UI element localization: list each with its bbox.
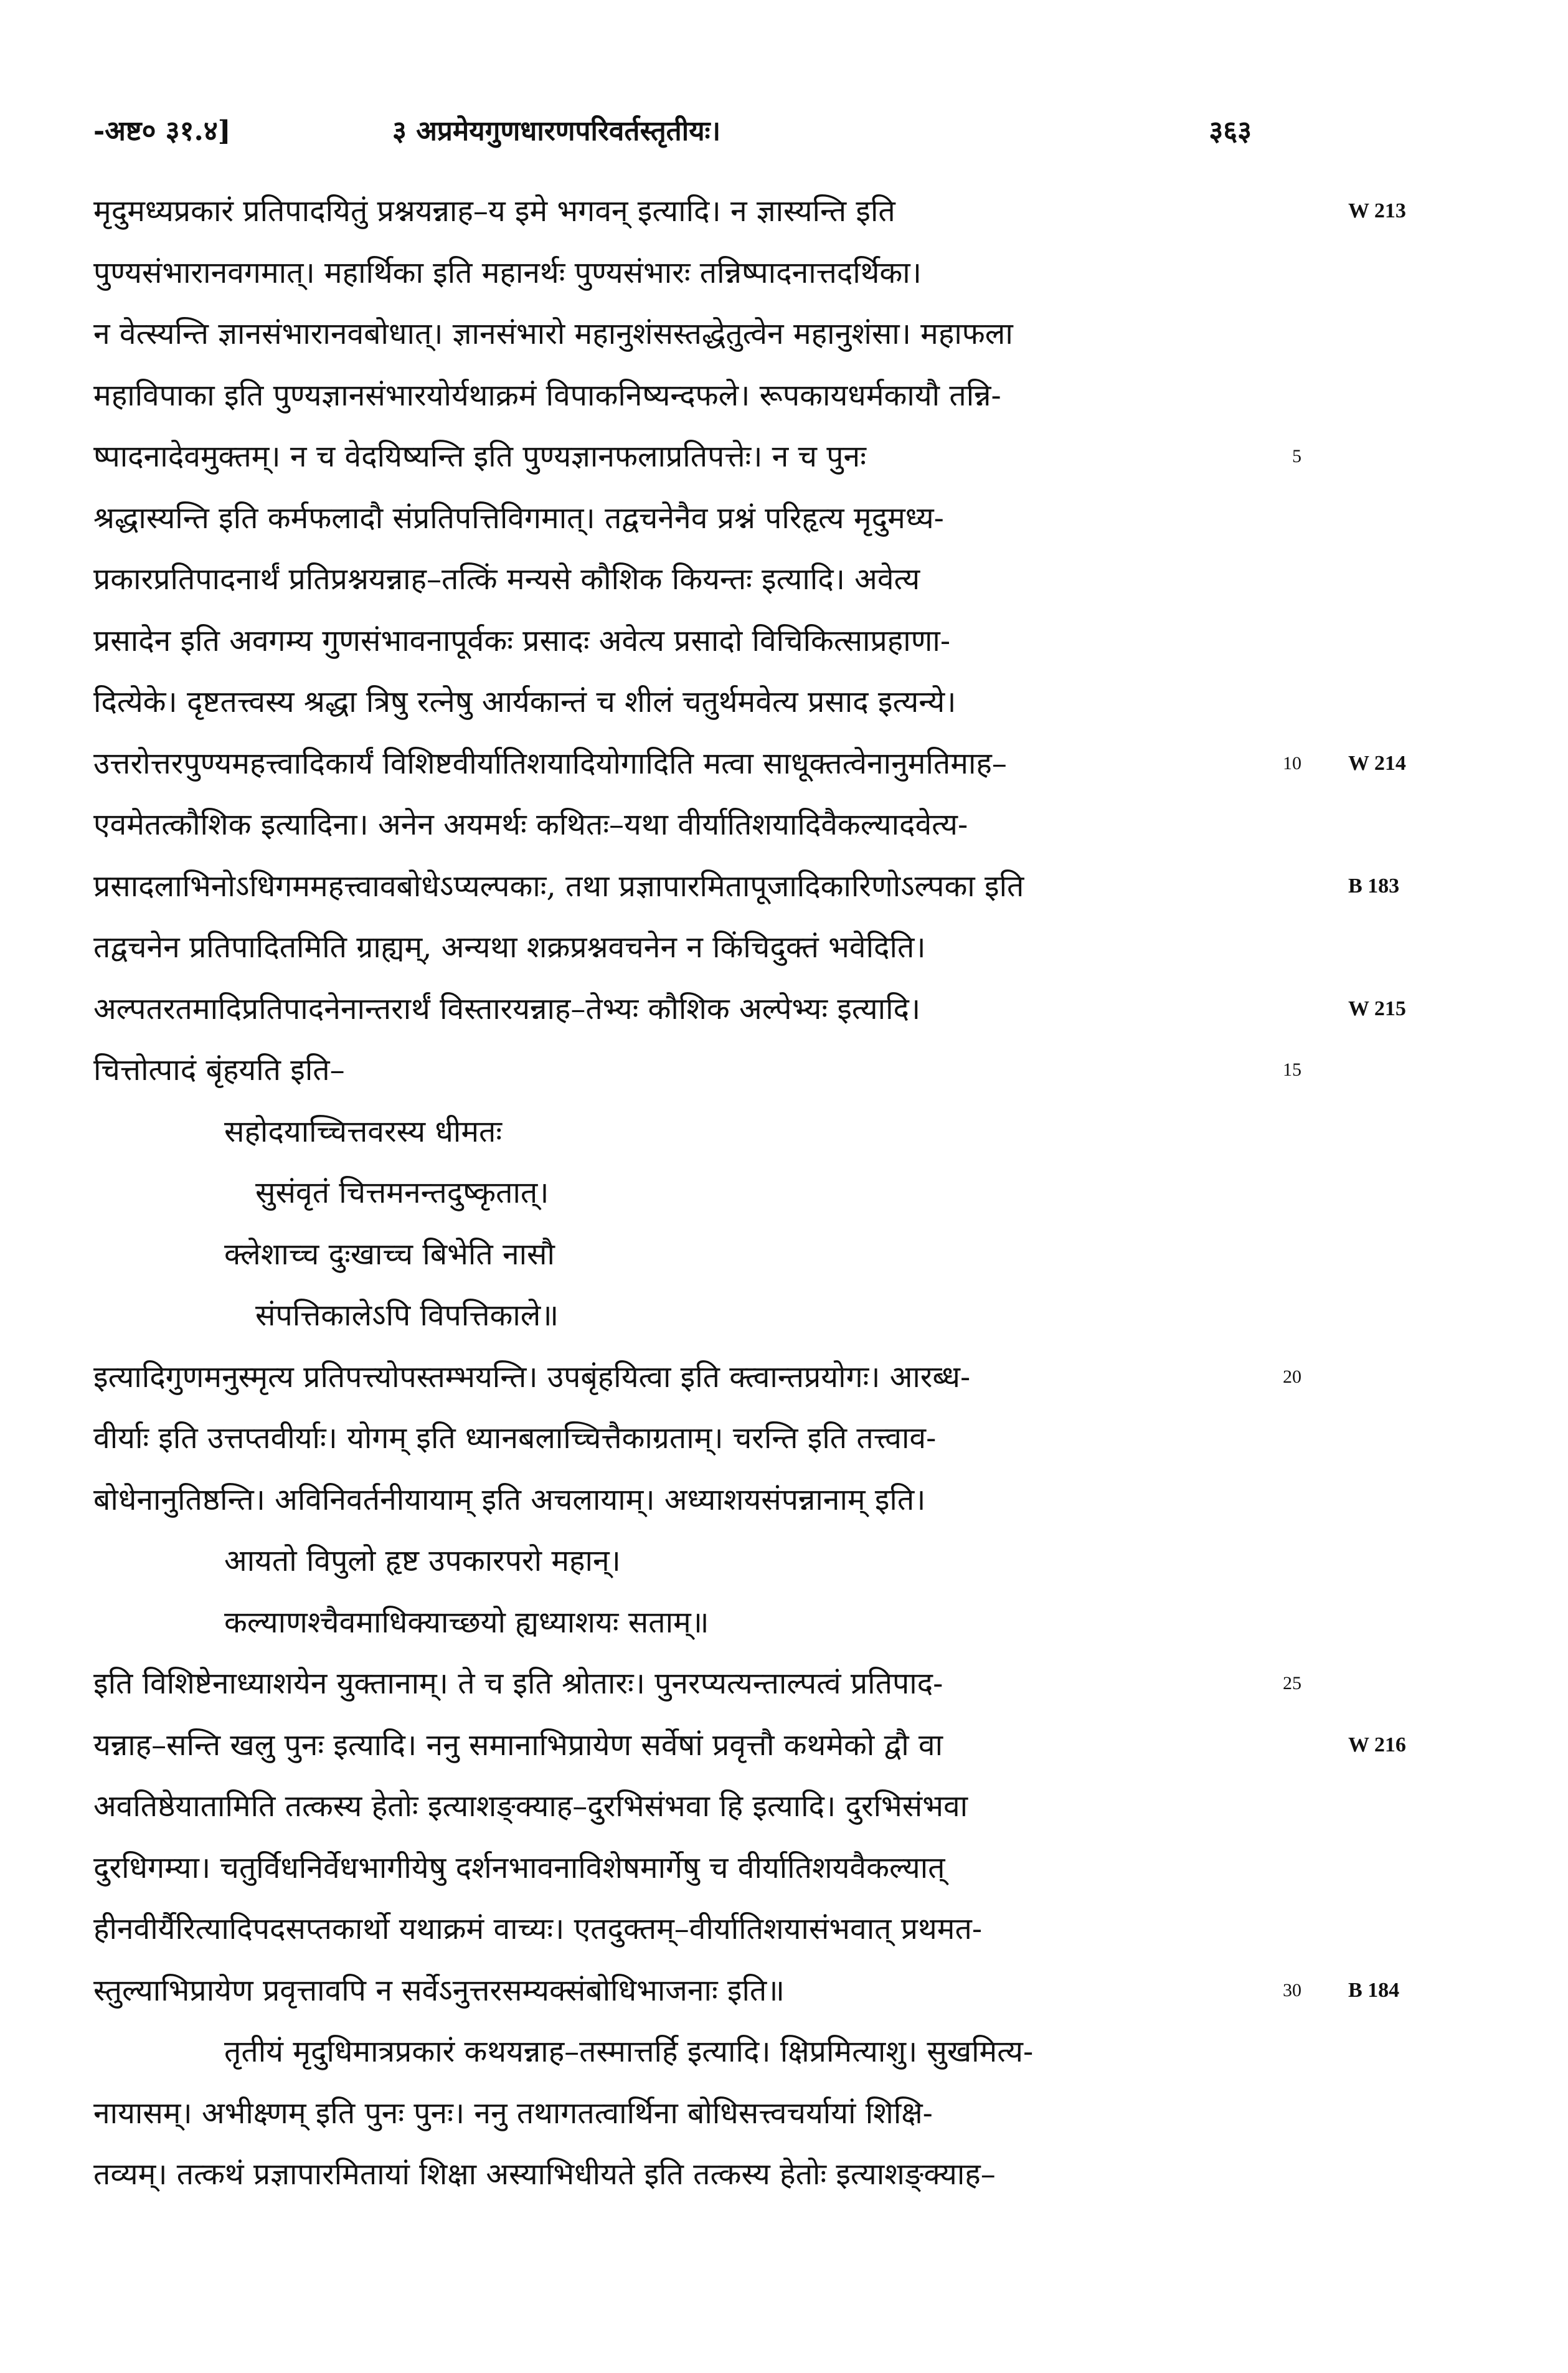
line-text: हीनवीर्यैरित्यादिपदसप्तकार्थो यथाक्रमं वाच्यः। एतदुक्तम्–वीर्यातिशयासंभवात् प्रथमत- xyxy=(93,1911,983,1946)
text-line xyxy=(93,242,1289,304)
header-page-number: ३६३ xyxy=(1209,115,1252,147)
text-line xyxy=(93,549,1289,610)
text-line xyxy=(93,426,1301,488)
line-text: दित्येके। दृष्टतत्त्वस्य श्रद्धा त्रिषु रत्नेषु आर्यकान्तं च शीलं चतुर्थमवेत्य प्रसाद इत्यन्ये। xyxy=(93,684,956,719)
line-text: दुरधिगम्या। चतुर्विधनिर्वेधभागीयेषु दर्शनभावनाविशेषमार्गेषु च वीर्यातिशयवैकल्यात् xyxy=(93,1850,945,1885)
line-text: तद्वचनेन प्रतिपादितमिति ग्राह्यम्, अन्यथा शक्रप्रश्नवचनेन न किंचिदुक्तं भवेदिति। xyxy=(93,930,926,965)
margin-ref: B 183 xyxy=(1348,874,1400,898)
text-line xyxy=(93,2021,1289,2083)
line-text: क्लेशाच्च दुःखाच्च बिभेति नासौ xyxy=(224,1236,555,1272)
line-text: वीर्याः इति उत्तप्तवीर्याः। योगम् इति ध्यानबलाच्चित्तैकाग्रताम्। चरन्ति इति तत्त्वाव- xyxy=(93,1421,937,1456)
line-text: आयतो विपुलो हृष्ट उपकारपरो महान्। xyxy=(224,1543,621,1578)
line-text: एवमेतत्कौशिक इत्यादिना। अनेन अयमर्थः कथितः–यथा वीर्यातिशयादिवैकल्यादवेत्य- xyxy=(93,807,968,842)
text-line xyxy=(93,733,1301,795)
header-chapter-title: ३ अप्रमेयगुणधारणपरिवर्तस्तृतीयः। xyxy=(392,115,721,147)
line-number: 15 xyxy=(1283,1059,1301,1080)
running-header xyxy=(93,111,1252,167)
line-text: प्रकारप्रतिपादनार्थं प्रतिप्रश्नयन्नाह–तत्किं मन्यसे कौशिक कियन्तः इत्यादि। अवेत्य xyxy=(93,562,920,597)
line-text: प्रसादेन इति अवगम्य गुणसंभावनापूर्वकः प्रसादः अवेत्य प्रसादो विचिकित्साप्रहाणा- xyxy=(93,623,951,658)
line-text: स्तुल्याभिप्रायेण प्रवृत्तावपि न सर्वेऽनुत्तरसम्यक्संबोधिभाजनाः इति॥ xyxy=(93,1973,785,2008)
text-body xyxy=(93,181,1301,2205)
text-line xyxy=(93,1960,1301,2022)
line-text: श्रद्धास्यन्ति इति कर्मफलादौ संप्रतिपत्तिविगमात्। तद्वचनेनैव प्रश्नं परिहृत्य मृदुमध्य- xyxy=(93,500,944,536)
margin-ref: W 216 xyxy=(1348,1733,1406,1756)
text-line xyxy=(93,610,1289,672)
text-line xyxy=(93,181,1289,242)
text-line xyxy=(93,1776,1289,1837)
margin-ref: W 214 xyxy=(1348,751,1406,775)
text-line xyxy=(93,365,1289,427)
text-line xyxy=(93,856,1289,917)
line-text: प्रसादलाभिनोऽधिगममहत्त्वावबोधेऽप्यल्पकाः, तथा प्रज्ञापारमितापूजादिकारिणोऽल्पका इति xyxy=(93,868,1024,904)
line-text: बोधेनानुतिष्ठन्ति। अविनिवर्तनीयायाम् इति अचलायाम्। अध्याशयसंपन्नानाम् इति। xyxy=(93,1482,926,1517)
header-section-ref: -अष्ट० ३१.४] xyxy=(93,115,231,147)
text-line xyxy=(93,1162,1289,1224)
line-text: संपत्तिकालेऽपि विपत्तिकाले॥ xyxy=(255,1298,559,1333)
line-number: 10 xyxy=(1283,752,1301,774)
text-line xyxy=(93,2144,1289,2205)
text-line xyxy=(93,488,1289,549)
line-text: सहोदयाच्चित्तवरस्य धीमतः xyxy=(224,1114,503,1149)
text-line xyxy=(93,1040,1301,1101)
text-line xyxy=(93,1347,1301,1408)
line-number: 20 xyxy=(1283,1366,1301,1387)
line-text: चित्तोत्पादं बृंहयति इति– xyxy=(93,1053,345,1087)
line-text: पुण्यसंभारानवगमात्। महार्थिका इति महानर्थः पुण्यसंभारः तन्निष्पादनात्तदर्थिका। xyxy=(93,255,922,290)
line-text: उत्तरोत्तरपुण्यमहत्त्वादिकार्यं विशिष्टवीर्यातिशयादियोगादिति मत्वा साधूक्तत्वेनानुमतिमाह– xyxy=(93,746,1007,781)
line-text: ष्पादनादेवमुक्तम्। न च वेदयिष्यन्ति इति पुण्यज्ञानफलाप्रतिपत्तेः। न च पुनः xyxy=(93,439,866,474)
line-text: इति विशिष्टेनाध्याशयेन युक्तानाम्। ते च इति श्रोतारः। पुनरप्यत्यन्ताल्पत्वं प्रतिपाद- xyxy=(93,1666,943,1701)
line-number: 25 xyxy=(1283,1673,1301,1693)
text-line xyxy=(93,1653,1301,1715)
text-line xyxy=(93,917,1289,978)
text-line xyxy=(93,978,1289,1040)
margin-ref: W 215 xyxy=(1348,997,1406,1020)
text-line xyxy=(93,2083,1289,2144)
line-number: 5 xyxy=(1292,446,1301,467)
line-text: यन्नाह–सन्ति खलु पुनः इत्यादि। ननु समानाभिप्रायेण सर्वेषां प्रवृत्तौ कथमेको द्वौ वा xyxy=(93,1727,943,1763)
text-line xyxy=(93,303,1289,365)
text-line xyxy=(93,794,1289,856)
line-text: नायासम्। अभीक्ष्णम् इति पुनः पुनः। ननु तथागतत्वार्थिना बोधिसत्त्वचर्यायां शिक्षि- xyxy=(93,2095,933,2131)
line-text: इत्यादिगुणमनुस्मृत्य प्रतिपत्त्योपस्तम्भयन्ति। उपबृंहयित्वा इति क्त्वान्तप्रयोगः। आरब्ध- xyxy=(93,1359,971,1395)
text-line xyxy=(93,1530,1289,1592)
line-text: महाविपाका इति पुण्यज्ञानसंभारयोर्यथाक्रमं विपाकनिष्यन्दफले। रूपकायधर्मकायौ तन्नि- xyxy=(93,377,1001,413)
line-text: कल्याणश्चैवमाधिक्याच्छयो ह्यध्याशयः सताम्॥ xyxy=(224,1604,709,1640)
text-line xyxy=(93,1285,1289,1347)
text-line xyxy=(93,1837,1289,1899)
text-line xyxy=(93,1469,1289,1531)
text-line xyxy=(93,1408,1289,1469)
line-text: अवतिष्ठेयातामिति तत्कस्य हेतोः इत्याशङ्क्याह–दुरभिसंभवा हि इत्यादि। दुरभिसंभवा xyxy=(93,1789,968,1824)
text-line xyxy=(93,1898,1289,1960)
line-text: तृतीयं मृदुधिमात्रप्रकारं कथयन्नाह–तस्मात्तर्हि इत्यादि। क्षिप्रमित्याशु। सुखमित्य- xyxy=(224,2034,1034,2069)
text-line xyxy=(93,1715,1289,1776)
margin-ref: W 213 xyxy=(1348,199,1406,222)
text-line xyxy=(93,1224,1289,1286)
margin-ref: B 184 xyxy=(1348,1978,1400,2002)
text-line xyxy=(93,1101,1289,1163)
line-text: मृदुमध्यप्रकारं प्रतिपादयितुं प्रश्नयन्नाह–य इमे भगवन् इत्यादि। न ज्ञास्यन्ति इति xyxy=(93,194,895,229)
line-number: 30 xyxy=(1283,1979,1301,2001)
line-text: न वेत्स्यन्ति ज्ञानसंभारानवबोधात्। ज्ञानसंभारो महानुशंसस्तद्धेतुत्वेन महानुशंसा। महाफला xyxy=(93,316,1013,351)
line-text: सुसंवृतं चित्तमनन्तदुष्कृतात्। xyxy=(255,1175,549,1210)
text-line xyxy=(93,671,1289,733)
line-text: तव्यम्। तत्कथं प्रज्ञापारमितायां शिक्षा अस्याभिधीयते इति तत्कस्य हेतोः इत्याशङ्क्याह– xyxy=(93,2157,996,2192)
text-line xyxy=(93,1592,1289,1654)
line-text: अल्पतरतमादिप्रतिपादनेनान्तरार्थं विस्तारयन्नाह–तेभ्यः कौशिक अल्पेभ्यः इत्यादि। xyxy=(93,991,921,1026)
